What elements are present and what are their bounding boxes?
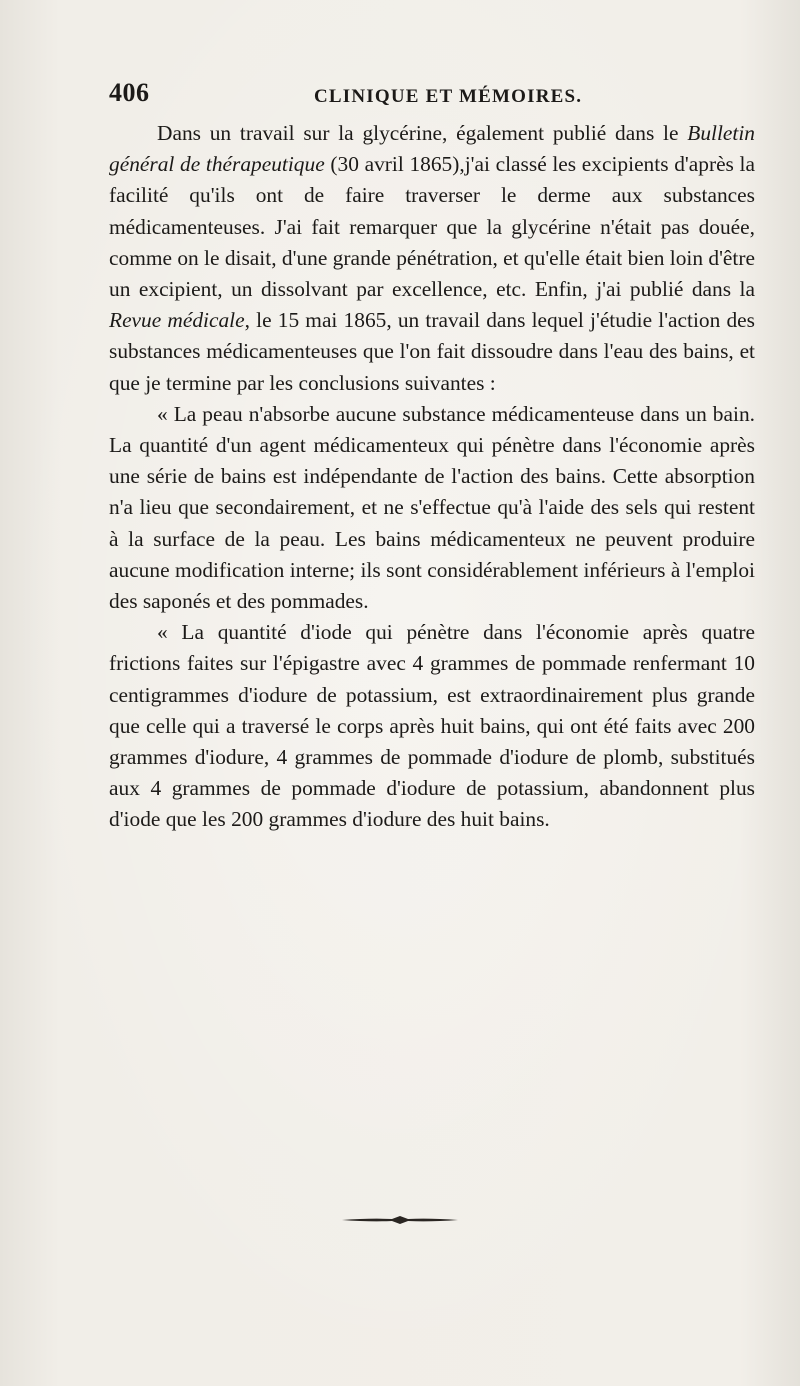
page-header bbox=[109, 78, 703, 110]
journal-title-revue: Revue médicale bbox=[109, 308, 245, 333]
body-text bbox=[109, 118, 755, 836]
paragraph-1-text-c: , le 15 mai 1865, un travail dans lequel j'étudie l'action des substances médicamenteuses que l'on fait dissoudre dans l'eau des bains, et que je termine par les conclusions suivantes : bbox=[109, 308, 755, 395]
paragraph-1 bbox=[109, 118, 755, 399]
page-number: 406 bbox=[109, 78, 150, 107]
paragraph-2: « La peau n'absorbe aucune substance médicamenteuse dans un bain. La quantité d'un agent médicamenteux qui pénètre dans l'économie après une série de bains est indépendante de l'action des bains. Cette absorption n'a lieu que secondairement, et ne s'effectue qu'à l'aide des sels qui restent à la surface de la peau. Les bains médicamenteux ne peuvent produire aucune modification interne; ils sont considérablement inférieurs à l'emploi des saponés et des pommades. bbox=[109, 401, 755, 614]
journal-title-bulletin: Bulletin général de thérapeutique bbox=[109, 121, 755, 177]
paragraph-3: « La quantité d'iode qui pénètre dans l'économie après quatre frictions faites sur l'épigastre avec 4 grammes de pommade renfermant 10 centigrammes d'iodure de potassium, est extraordinairement plus grande que celle qui a traversé le corps après huit bains, qui ont été faits avec 200 grammes d'iodure, 4 grammes de pommade d'iodure de plomb, substitués aux 4 grammes de pommade d'iodure de potassium, abandonnent plus d'iode que les 200 grammes d'iodure des huit bains. bbox=[109, 620, 755, 832]
section-end-ornament bbox=[340, 1213, 460, 1227]
paragraph-1-text-b: (30 avril 1865),j'ai classé les excipients d'après la facilité qu'ils ont de faire traverser le derme aux substances médicamenteuses. J'ai fait remarquer que la glycérine n'était pas douée, comme on le disait, d'une grande pénétration, et qu'elle était bien loin d'être un excipient, un dissolvant par excellence, etc. Enfin, j'ai publié dans la bbox=[109, 152, 755, 302]
paragraph-1-text-a: Dans un travail sur la glycérine, également publié dans le bbox=[157, 121, 688, 145]
running-title: CLINIQUE ET MÉMOIRES. bbox=[314, 86, 583, 107]
